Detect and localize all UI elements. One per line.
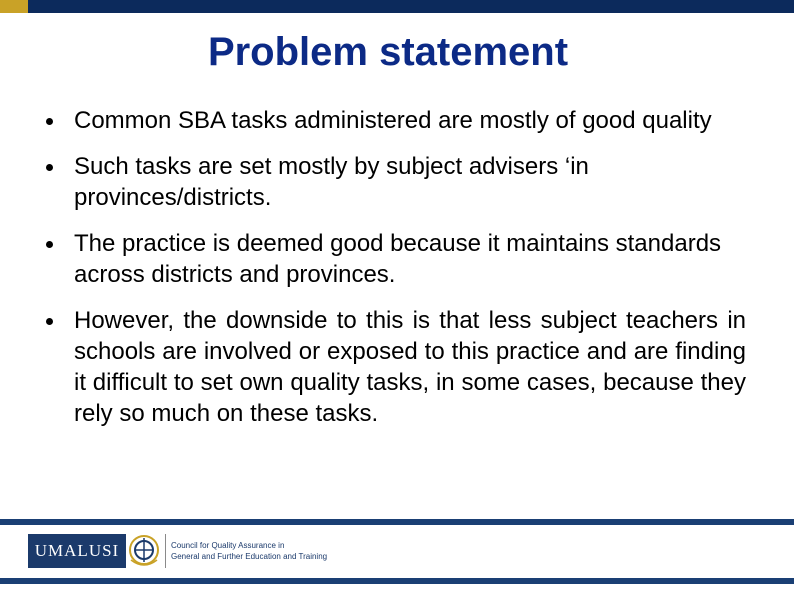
bullet-list: [46, 105, 746, 444]
top-bar: [0, 0, 794, 13]
slide-title: Problem statement: [207, 30, 569, 74]
logo-text: UMALUSI: [34, 541, 120, 560]
bullet-text: However, the downside to this is that less subject teachers in schools are involved or exposed to this practice and are finding it difficult to set own quality tasks, in some cases, because they rely so much on these tasks.: [74, 307, 746, 427]
org-name-line2: General and Further Education and Training: [171, 552, 328, 561]
footer-bottom-line: [0, 578, 794, 584]
bullet-item: [46, 105, 746, 136]
bullet-dot-icon: [46, 318, 53, 325]
bullet-item: [46, 228, 746, 290]
bullet-dot-icon: [46, 118, 53, 125]
bullet-dot-icon: [46, 164, 53, 171]
bullet-item: [46, 305, 746, 429]
bullet-text: Such tasks are set mostly by subject advisers ‘in provinces/districts.: [74, 153, 589, 211]
umalusi-logo: [28, 534, 126, 568]
footer-top-line: [0, 519, 794, 525]
footer-divider: [165, 534, 166, 568]
bullet-text: Common SBA tasks administered are mostly of good quality: [74, 107, 712, 134]
top-accent: [0, 0, 28, 13]
emblem-icon: [127, 530, 161, 570]
bullet-item: [46, 151, 746, 213]
bullet-dot-icon: [46, 241, 53, 248]
bullet-text: The practice is deemed good because it maintains standards across districts and provinces.: [74, 230, 722, 288]
org-name-line1: Council for Quality Assurance in: [171, 541, 285, 550]
